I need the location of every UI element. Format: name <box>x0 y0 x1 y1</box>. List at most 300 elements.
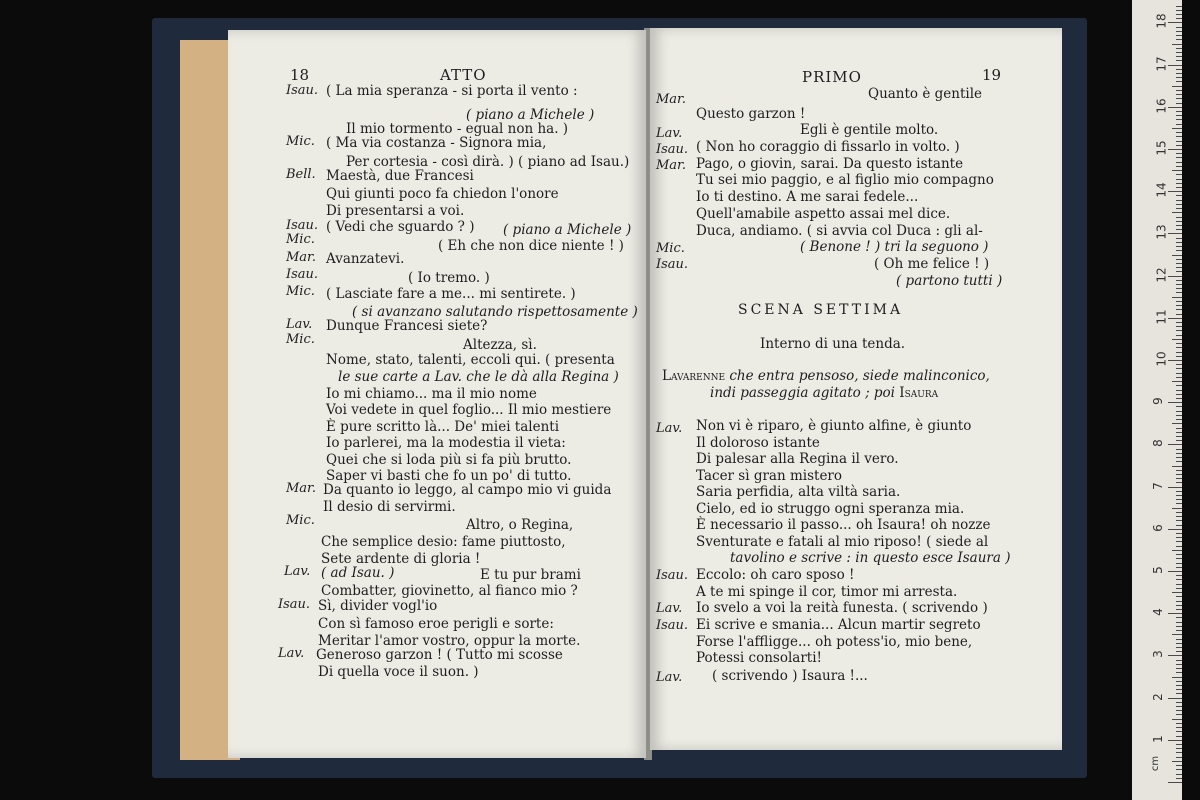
ruler-tick <box>1176 453 1182 454</box>
ruler-tick <box>1168 698 1182 699</box>
speaker: Mic. <box>286 134 315 149</box>
ruler-tick <box>1168 529 1182 530</box>
ruler-tick <box>1176 525 1182 526</box>
verse-line: ( La mia speranza - si porta il vento : <box>326 83 578 99</box>
verse-line: Sventurate e fatali al mio riposo! ( siede al <box>696 534 989 550</box>
verse-line: Pago, o giovin, sarai. Da questo istante <box>696 156 964 172</box>
ruler-tick <box>1176 377 1182 378</box>
ruler-tick <box>1176 217 1182 218</box>
ruler-tick <box>1176 288 1182 289</box>
verse-line: Qui giunti poco fa chiedon l'onore <box>326 186 559 202</box>
ruler-tick <box>1176 736 1182 737</box>
ruler-tick <box>1176 563 1182 564</box>
verse-line: Il doloroso istante <box>696 435 820 451</box>
stage-direction: ( piano a Michele ) <box>466 107 595 123</box>
ruler-tick <box>1176 322 1182 323</box>
ruler-tick <box>1176 499 1182 500</box>
verse-line: È pure scritto là... De' miei talenti <box>326 419 560 435</box>
character-name: Isaura <box>899 385 939 401</box>
verse-line: Maestà, due Francesi <box>326 168 474 184</box>
ruler-tick <box>1168 487 1182 488</box>
verse-line: Quei che si loda più si fa più brutto. <box>326 452 572 468</box>
ruler-tick <box>1176 731 1182 732</box>
verse-line: ( Oh me felice ! ) <box>874 256 990 272</box>
speaker: Mic. <box>286 332 315 347</box>
ruler-tick <box>1176 647 1182 648</box>
ruler-tick <box>1176 364 1182 365</box>
ruler-tick <box>1176 115 1182 116</box>
speaker: Mic. <box>286 232 315 247</box>
speaker: Lav. <box>286 317 313 332</box>
ruler-tick <box>1172 297 1182 298</box>
stage-direction: le sue carte a Lav. che le dà alla Regina ) <box>338 369 619 385</box>
speaker: Bell. <box>286 167 316 182</box>
verse-line: ( Lasciate fare a me... mi sentirete. ) <box>326 286 576 302</box>
ruler-tick <box>1176 567 1182 568</box>
ruler-tick <box>1176 200 1182 201</box>
verse-line: Saper vi basti che fo un po' di tutto. <box>326 468 572 484</box>
speaker: Mic. <box>286 513 315 528</box>
ruler-number: 4 <box>1150 608 1165 617</box>
ruler-tick <box>1176 330 1182 331</box>
ruler-tick <box>1176 314 1182 315</box>
ruler-tick <box>1176 204 1182 205</box>
ruler-tick <box>1176 292 1182 293</box>
ruler-tick <box>1176 482 1182 483</box>
ruler-tick <box>1176 238 1182 239</box>
speaker: Mar. <box>656 158 686 173</box>
verse-line: Forse l'affligge... oh potess'io, mio bene, <box>696 634 973 650</box>
measuring-ruler <box>1132 0 1182 800</box>
speaker: Lav. <box>656 670 683 685</box>
speaker: Lav. <box>278 646 305 661</box>
ruler-tick <box>1176 503 1182 504</box>
ruler-tick <box>1172 550 1182 551</box>
ruler-tick <box>1176 179 1182 180</box>
scene-place: Interno di una tenda. <box>760 336 906 352</box>
verse-line: Non vi è riparo, è giunto alfine, è giunto <box>696 418 972 434</box>
ruler-number: 10 <box>1154 351 1169 367</box>
ruler-tick <box>1176 668 1182 669</box>
verse-line: Meritar l'amor vostro, oppur la morte. <box>318 633 581 649</box>
speaker: Isau. <box>278 597 311 612</box>
stage-direction: ( partono tutti ) <box>896 273 1003 289</box>
ruler-tick <box>1176 153 1182 154</box>
ruler-tick <box>1176 98 1182 99</box>
speaker: Mic. <box>656 241 685 256</box>
ruler-tick <box>1176 229 1182 230</box>
verse-line: E tu pur brami <box>480 567 581 583</box>
verse-line: Di palesar alla Regina il vero. <box>696 451 899 467</box>
ruler-tick <box>1176 352 1182 353</box>
ruler-tick <box>1168 107 1182 108</box>
verse-line: Altezza, sì. <box>463 337 537 353</box>
ruler-tick <box>1176 584 1182 585</box>
ruler-tick <box>1176 94 1182 95</box>
ruler-tick <box>1176 774 1182 775</box>
ruler-number: 18 <box>1154 13 1169 30</box>
ruler-number: 6 <box>1150 523 1165 532</box>
ruler-tick <box>1172 719 1182 720</box>
left-page <box>228 30 646 758</box>
ruler-tick <box>1176 757 1182 758</box>
ruler-tick <box>1176 474 1182 475</box>
ruler-tick <box>1172 423 1182 424</box>
ruler-tick <box>1176 436 1182 437</box>
speaker: Mar. <box>286 250 316 265</box>
ruler-tick <box>1176 609 1182 610</box>
ruler-tick <box>1176 259 1182 260</box>
ruler-tick <box>1168 782 1182 783</box>
verse-line: Tu sei mio paggio, e al figlio mio compagno <box>696 172 994 188</box>
ruler-tick <box>1176 284 1182 285</box>
verse-line: ( Ma via costanza - Signora mia, <box>326 135 547 151</box>
verse-line: Nome, stato, talenti, eccoli qui. ( presenta <box>326 352 615 368</box>
ruler-tick <box>1176 157 1182 158</box>
ruler-tick <box>1176 18 1182 19</box>
ruler-tick <box>1176 183 1182 184</box>
ruler-tick <box>1176 136 1182 137</box>
verse-line: Altro, o Regina, <box>466 517 574 533</box>
ruler-tick <box>1176 723 1182 724</box>
ruler-tick <box>1172 592 1182 593</box>
verse-line: Con sì famoso eroe perigli e sorte: <box>318 616 554 632</box>
ruler-tick <box>1176 166 1182 167</box>
ruler-tick <box>1176 27 1182 28</box>
ruler-tick <box>1176 356 1182 357</box>
ruler-number: 16 <box>1154 98 1169 114</box>
speaker: Isau. <box>286 267 319 282</box>
ruler-tick <box>1168 191 1182 192</box>
ruler-tick <box>1176 246 1182 247</box>
ruler-tick <box>1176 398 1182 399</box>
ruler-tick <box>1176 90 1182 91</box>
verse-line: Quell'amabile aspetto assai mel dice. <box>696 206 951 222</box>
ruler-tick <box>1176 419 1182 420</box>
stage-direction: che entra pensoso, siede malinconico, <box>729 368 990 384</box>
ruler-tick <box>1176 778 1182 779</box>
verse-line: Generoso garzon ! ( Tutto mi scosse <box>316 647 563 663</box>
ruler-tick <box>1172 677 1182 678</box>
ruler-tick <box>1176 111 1182 112</box>
ruler-tick <box>1176 752 1182 753</box>
ruler-tick <box>1176 132 1182 133</box>
ruler-tick <box>1176 103 1182 104</box>
stage-direction-line-1 <box>662 368 990 384</box>
ruler-number: 1 <box>1150 734 1165 743</box>
ruler-tick <box>1176 630 1182 631</box>
verse-line: Quanto è gentile <box>868 86 983 102</box>
ruler-tick <box>1176 440 1182 441</box>
ruler-tick <box>1168 613 1182 614</box>
verse-line: Saria perfidia, alta viltà saria. <box>696 484 901 500</box>
ruler-tick <box>1176 541 1182 542</box>
ruler-tick <box>1176 6 1182 7</box>
ruler-tick <box>1172 466 1182 467</box>
verse-line: A te mi spinge il cor, timor mi arresta. <box>696 584 958 600</box>
ruler-tick <box>1176 639 1182 640</box>
ruler-tick <box>1176 385 1182 386</box>
verse-line: Duca, andiamo. ( si avvia col Duca : gli al- <box>696 223 983 239</box>
ruler-tick <box>1176 81 1182 82</box>
ruler-tick <box>1176 31 1182 32</box>
ruler-tick <box>1176 491 1182 492</box>
ruler-tick <box>1176 60 1182 61</box>
stage-direction: ( piano a Michele ) <box>503 222 632 238</box>
ruler-tick <box>1176 39 1182 40</box>
scene-title: SCENA SETTIMA <box>738 302 904 318</box>
ruler-tick <box>1176 685 1182 686</box>
verse-line: Questo garzon ! <box>696 106 806 122</box>
ruler-tick <box>1176 643 1182 644</box>
ruler-tick <box>1176 162 1182 163</box>
ruler-tick <box>1176 221 1182 222</box>
stage-direction: tavolino e scrive : in questo esce Isaura ) <box>730 550 1011 566</box>
ruler-tick <box>1176 512 1182 513</box>
verse-line: Il mio tormento - egual non ha. ) <box>346 121 569 137</box>
stage-direction: ( ad Isau. ) <box>321 565 395 581</box>
ruler-tick <box>1176 56 1182 57</box>
speaker: Mar. <box>286 481 316 496</box>
ruler-tick <box>1176 533 1182 534</box>
ruler-tick <box>1176 48 1182 49</box>
ruler-tick <box>1176 390 1182 391</box>
ruler-tick <box>1176 622 1182 623</box>
ruler-number: 17 <box>1154 55 1169 72</box>
ruler-tick <box>1168 233 1182 234</box>
page-number: 19 <box>982 66 1002 84</box>
ruler-tick <box>1176 187 1182 188</box>
ruler-tick <box>1172 761 1182 762</box>
verse-line: Combatter, giovinetto, al fianco mio ? <box>321 583 578 599</box>
verse-line: ( Io tremo. ) <box>408 270 490 286</box>
verse-line: Ei scrive e smania... Alcun martir segreto <box>696 617 981 633</box>
ruler-tick <box>1176 588 1182 589</box>
ruler-tick <box>1176 35 1182 36</box>
ruler-tick <box>1176 461 1182 462</box>
ruler-tick <box>1176 495 1182 496</box>
speaker: Lav. <box>284 564 311 579</box>
ruler-number: 3 <box>1150 650 1165 659</box>
right-page <box>650 28 1062 750</box>
verse-line: ( scrivendo ) Isaura !... <box>712 668 868 684</box>
ruler-tick <box>1176 250 1182 251</box>
ruler-tick <box>1168 571 1182 572</box>
ruler-tick <box>1172 170 1182 171</box>
ruler-tick <box>1176 406 1182 407</box>
ruler-tick <box>1176 554 1182 555</box>
verse-line: Sì, divider vogl'io <box>318 598 438 614</box>
ruler-tick <box>1176 368 1182 369</box>
speaker: Lav. <box>656 126 683 141</box>
ruler-number: 11 <box>1154 309 1169 325</box>
verse-line: Egli è gentile molto. <box>800 122 939 138</box>
verse-line: Il desio di servirmi. <box>323 499 456 515</box>
verse-line: Che semplice desio: fame piuttosto, <box>321 534 566 550</box>
ruler-tick <box>1176 373 1182 374</box>
ruler-tick <box>1176 326 1182 327</box>
ruler-tick <box>1176 537 1182 538</box>
ruler-tick <box>1172 212 1182 213</box>
ruler-tick <box>1176 124 1182 125</box>
ruler-tick <box>1176 516 1182 517</box>
verse-line: ( Eh che non dice niente ! ) <box>438 238 624 254</box>
ruler-number: 7 <box>1150 481 1165 490</box>
ruler-tick <box>1176 271 1182 272</box>
ruler-tick <box>1176 335 1182 336</box>
ruler-tick <box>1176 145 1182 146</box>
ruler-tick <box>1176 689 1182 690</box>
ruler-tick <box>1176 617 1182 618</box>
ruler-tick <box>1168 360 1182 361</box>
ruler-tick <box>1172 339 1182 340</box>
speaker: Mar. <box>656 92 686 107</box>
ruler-tick <box>1176 579 1182 580</box>
ruler-tick <box>1176 546 1182 547</box>
ruler-tick <box>1176 347 1182 348</box>
speaker: Isau. <box>656 618 689 633</box>
ruler-tick <box>1176 195 1182 196</box>
speaker: Isau. <box>286 218 319 233</box>
verse-line: Sete ardente di gloria ! <box>321 551 481 567</box>
ruler-number: 8 <box>1150 439 1165 448</box>
verse-line: Tacer sì gran mistero <box>696 468 843 484</box>
running-header: PRIMO <box>802 68 862 86</box>
ruler-tick <box>1176 10 1182 11</box>
verse-line: Avanzatevi. <box>326 251 405 267</box>
ruler-tick <box>1176 470 1182 471</box>
ruler-tick <box>1168 740 1182 741</box>
verse-line: Io parlerei, ma la modestia il vieta: <box>326 435 566 451</box>
ruler-tick <box>1176 727 1182 728</box>
verse-line: Voi vedete in quel foglio... Il mio mestiere <box>326 402 612 418</box>
ruler-tick <box>1176 651 1182 652</box>
ruler-tick <box>1176 267 1182 268</box>
verse-line: ( Vedi che sguardo ? ) <box>326 219 475 235</box>
ruler-tick <box>1168 444 1182 445</box>
ruler-tick <box>1176 225 1182 226</box>
ruler-tick <box>1176 242 1182 243</box>
ruler-tick <box>1176 69 1182 70</box>
ruler-tick <box>1176 343 1182 344</box>
ruler-tick <box>1176 681 1182 682</box>
verse-line: Cielo, ed io struggo ogni speranza mia. <box>696 501 965 517</box>
character-name: Lavarenne <box>662 368 726 384</box>
ruler-tick <box>1176 432 1182 433</box>
ruler-tick <box>1172 255 1182 256</box>
ruler-tick <box>1176 119 1182 120</box>
ruler-tick <box>1176 605 1182 606</box>
ruler-tick <box>1168 65 1182 66</box>
ruler-tick <box>1168 655 1182 656</box>
ruler-tick <box>1176 575 1182 576</box>
ruler-tick <box>1176 301 1182 302</box>
ruler-tick <box>1176 478 1182 479</box>
verse-line: Di quella voce il suon. ) <box>318 664 479 680</box>
ruler-tick <box>1176 394 1182 395</box>
ruler-tick <box>1176 77 1182 78</box>
ruler-tick <box>1176 664 1182 665</box>
ruler-tick <box>1176 596 1182 597</box>
ruler-tick <box>1176 174 1182 175</box>
speaker: Lav. <box>656 601 683 616</box>
ruler-number: 9 <box>1150 397 1165 406</box>
ruler-tick <box>1176 744 1182 745</box>
ruler-tick <box>1172 634 1182 635</box>
verse-line: Eccolo: oh caro sposo ! <box>696 567 855 583</box>
ruler-tick <box>1176 411 1182 412</box>
ruler-tick <box>1176 714 1182 715</box>
ruler-tick <box>1176 601 1182 602</box>
ruler-number: 5 <box>1150 566 1165 574</box>
ruler-number: 15 <box>1154 140 1169 156</box>
speaker: Isau. <box>286 83 319 98</box>
ruler-tick <box>1176 415 1182 416</box>
ruler-tick <box>1176 693 1182 694</box>
ruler-tick <box>1176 710 1182 711</box>
ruler-tick <box>1176 769 1182 770</box>
ruler-tick <box>1176 449 1182 450</box>
ruler-number: 2 <box>1150 692 1165 701</box>
speaker: Lav. <box>656 421 683 436</box>
stage-direction: ( si avanzano salutando rispettosamente ) <box>352 304 638 320</box>
ruler-tick <box>1172 86 1182 87</box>
speaker: Isau. <box>656 142 689 157</box>
speaker: Isau. <box>656 257 689 272</box>
verse-line: Io ti destino. A me sarai fedele... <box>696 189 919 205</box>
ruler-tick <box>1172 381 1182 382</box>
ruler-tick <box>1176 428 1182 429</box>
verse-line: Io mi chiamo... ma il mio nome <box>326 386 537 402</box>
ruler-tick <box>1176 141 1182 142</box>
verse-line: Dunque Francesi siete? <box>326 318 488 334</box>
speaker: Mic. <box>286 284 315 299</box>
ruler-tick <box>1176 626 1182 627</box>
verse-line: Da quanto io leggo, al campo mio vi guida <box>323 482 612 498</box>
verse-line: È necessario il passo... oh Isaura! oh nozze <box>696 517 991 533</box>
stage-direction: ( Benone ! ) tri la seguono ) <box>800 239 989 255</box>
ruler-tick <box>1176 280 1182 281</box>
ruler-tick <box>1176 305 1182 306</box>
ruler-number: 12 <box>1154 266 1169 283</box>
ruler-tick <box>1168 22 1182 23</box>
ruler-tick <box>1172 508 1182 509</box>
ruler-tick <box>1172 44 1182 45</box>
ruler-tick <box>1176 765 1182 766</box>
ruler-tick <box>1176 672 1182 673</box>
ruler-tick <box>1172 128 1182 129</box>
verse-line: ( Non ho coraggio di fissarlo in volto. ) <box>696 139 960 155</box>
ruler-tick <box>1168 276 1182 277</box>
ruler-tick <box>1176 208 1182 209</box>
ruler-tick <box>1176 748 1182 749</box>
verse-line: Io svelo a voi la reità funesta. ( scrivendo ) <box>696 600 988 616</box>
ruler-tick <box>1176 660 1182 661</box>
running-header: ATTO <box>440 66 487 84</box>
ruler-tick <box>1176 52 1182 53</box>
ruler-number: 14 <box>1154 182 1169 198</box>
ruler-number: 13 <box>1154 224 1169 241</box>
ruler-tick <box>1176 558 1182 559</box>
verse-line: Di presentarsi a voi. <box>326 203 465 219</box>
ruler-tick <box>1168 402 1182 403</box>
ruler-tick <box>1176 457 1182 458</box>
verse-line: Per cortesia - così dirà. ) ( piano ad Isau.) <box>346 154 630 170</box>
ruler-tick <box>1176 706 1182 707</box>
ruler-tick <box>1176 520 1182 521</box>
speaker: Isau. <box>656 568 689 583</box>
stage-direction: indi passeggia agitato ; poi <box>710 385 895 401</box>
